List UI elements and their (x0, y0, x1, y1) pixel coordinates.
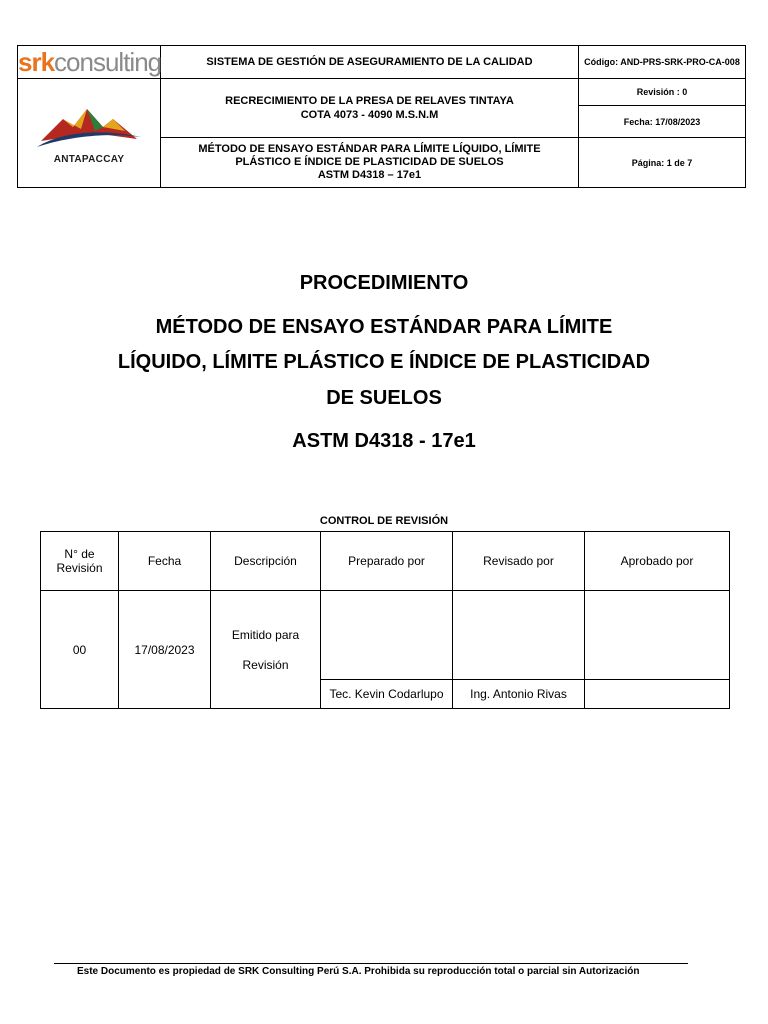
page-label: Página: 1 de 7 (579, 138, 746, 188)
project-line-1: RECRECIMIENTO DE LA PRESA DE RELAVES TINTAYA (225, 95, 514, 107)
procedure-heading: PROCEDIMIENTO (299, 272, 469, 294)
col-approved-by: Aprobado por (585, 532, 730, 591)
revision-control-table (40, 531, 730, 709)
date-label: Fecha: 17/08/2023 (579, 106, 746, 138)
project-line-2: COTA 4073 - 4090 M.S.N.M (300, 109, 439, 121)
table-row (41, 591, 730, 680)
srk-logo: srkconsulting (18, 46, 162, 77)
method-title (161, 138, 579, 188)
project-title (161, 79, 579, 138)
cell-prepared-signature (321, 591, 453, 680)
antapaccay-wordmark: ANTAPACCAY (53, 154, 125, 165)
footer-notice: Este Documento es propiedad de SRK Consulting Perú S.A. Prohibida su reproducción total o parcial sin Autorización (77, 966, 640, 977)
method-line-2: PLÁSTICO E ÍNDICE DE PLASTICIDAD DE SUELOS (235, 156, 504, 168)
document-header (17, 45, 746, 188)
col-description: Descripción (211, 532, 321, 591)
cell-reviewed-name: Ing. Antonio Rivas (453, 680, 585, 709)
cell-reviewed-signature (453, 591, 585, 680)
col-reviewed-by: Revisado por (453, 532, 585, 591)
footer-divider (54, 963, 688, 964)
cell-approved-signature (585, 591, 730, 680)
antapaccay-logo (18, 79, 161, 188)
title-line-4: DE SUELOS (326, 387, 442, 409)
revision-control-caption: CONTROL DE REVISIÓN (319, 515, 449, 527)
col-date: Fecha (119, 532, 211, 591)
cell-approved-name (585, 680, 730, 709)
system-title: SISTEMA DE GESTIÓN DE ASEGURAMIENTO DE LA CALIDAD (161, 46, 579, 79)
cell-date: 17/08/2023 (119, 591, 211, 709)
title-line-2: MÉTODO DE ENSAYO ESTÁNDAR PARA LÍMITE (155, 316, 613, 338)
mountain-logo-icon (33, 101, 145, 151)
title-line-3: LÍQUIDO, LÍMITE PLÁSTICO E ÍNDICE DE PLASTICIDAD (117, 351, 651, 373)
col-revision-number: N° de Revisión (41, 532, 119, 591)
standard-code: ASTM D4318 - 17e1 (292, 430, 476, 452)
cell-prepared-name: Tec. Kevin Codarlupo (321, 680, 453, 709)
revision-label: Revisión : 0 (579, 79, 746, 106)
method-line-3: ASTM D4318 – 17e1 (317, 169, 422, 181)
col-prepared-by: Preparado por (321, 532, 453, 591)
cell-description: Emitido para Revisión (211, 591, 321, 709)
document-code: Código: AND-PRS-SRK-PRO-CA-008 (579, 46, 746, 79)
table-header-row (41, 532, 730, 591)
cell-revision-number: 00 (41, 591, 119, 709)
method-line-1: MÉTODO DE ENSAYO ESTÁNDAR PARA LÍMITE LÍQUIDO, LÍMITE (198, 143, 541, 155)
